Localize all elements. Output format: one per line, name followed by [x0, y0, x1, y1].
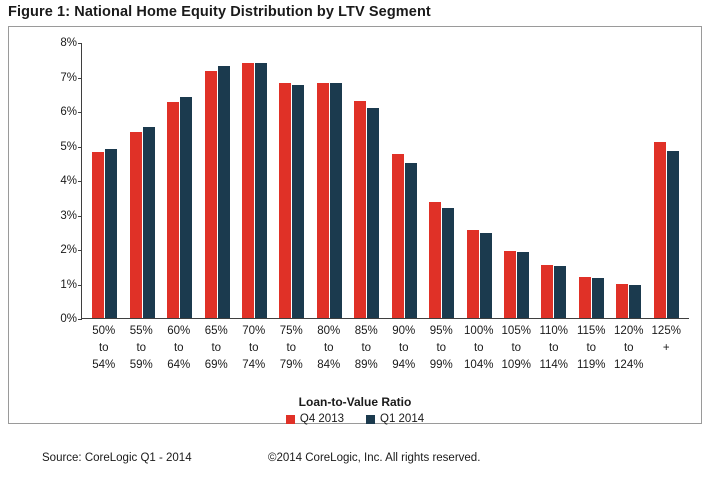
- bar[interactable]: [130, 132, 142, 318]
- x-axis-title: Loan-to-Value Ratio: [298, 395, 412, 409]
- bar[interactable]: [616, 284, 628, 319]
- bar[interactable]: [579, 277, 591, 318]
- bar-group: [198, 43, 235, 318]
- source-note: Source: CoreLogic Q1 - 2014: [42, 452, 192, 464]
- x-axis-tick-label: 65% to 69%: [204, 325, 228, 371]
- bar[interactable]: [654, 142, 666, 318]
- x-axis-tick-label: 60% to 64%: [167, 325, 191, 371]
- bar[interactable]: [205, 71, 217, 318]
- bar-group: [535, 43, 572, 318]
- bar[interactable]: [405, 163, 417, 318]
- x-axis-tick-label: 70% to 74%: [242, 325, 266, 371]
- bar[interactable]: [392, 154, 404, 318]
- x-axis-tick-label: 115% to 119%: [576, 325, 606, 371]
- bar[interactable]: [292, 85, 304, 318]
- chart-legend: [9, 413, 701, 425]
- copyright-note: ©2014 CoreLogic, Inc. All rights reserved.: [268, 452, 481, 464]
- bar-group: [273, 43, 310, 318]
- y-axis-tick-label: 0%: [60, 313, 77, 325]
- bar[interactable]: [541, 265, 553, 318]
- x-axis-tick-label: 125% +: [651, 325, 681, 354]
- bar[interactable]: [629, 285, 641, 318]
- bar[interactable]: [242, 63, 254, 318]
- legend-item: [286, 413, 344, 425]
- y-axis-tick-label: 8%: [60, 37, 77, 49]
- x-axis-tick-label: 95% to 99%: [429, 325, 453, 371]
- bar-group: [311, 43, 348, 318]
- y-axis-tick-label: 1%: [60, 278, 77, 291]
- x-axis-tick-label: 80% to 84%: [317, 325, 341, 371]
- bar[interactable]: [554, 266, 566, 318]
- bar[interactable]: [317, 83, 329, 318]
- x-axis-tick-labels: [81, 323, 689, 397]
- x-axis-tick-label: 50% to 54%: [92, 325, 116, 371]
- legend-swatch: [366, 415, 375, 424]
- bar[interactable]: [367, 108, 379, 318]
- x-axis-tick-label: 105% to 109%: [501, 325, 531, 371]
- bar[interactable]: [330, 83, 342, 318]
- bar-group: [161, 43, 198, 318]
- bar-group: [236, 43, 273, 318]
- chart-frame: [8, 26, 702, 424]
- bar-group: [423, 43, 460, 318]
- x-axis-tick-label: 75% to 79%: [279, 325, 303, 371]
- bar-group: [573, 43, 610, 318]
- bar[interactable]: [429, 202, 441, 318]
- legend-label: Q1 2014: [380, 413, 425, 425]
- bar[interactable]: [667, 151, 679, 318]
- bar-group: [460, 43, 497, 318]
- x-axis-tick-label: 85% to 89%: [354, 325, 378, 371]
- bar[interactable]: [105, 149, 117, 318]
- x-axis-tick-label: 55% to 59%: [129, 325, 153, 371]
- bar[interactable]: [467, 230, 479, 318]
- bar-group: [123, 43, 160, 318]
- bar-series-container: [82, 43, 689, 318]
- bar[interactable]: [480, 233, 492, 318]
- x-axis-tick-label: 110% to 114%: [539, 325, 569, 371]
- y-axis-tick-mark: [78, 319, 82, 320]
- bar-group: [86, 43, 123, 318]
- bar[interactable]: [143, 127, 155, 318]
- bar[interactable]: [279, 83, 291, 318]
- bar[interactable]: [218, 66, 230, 318]
- bar[interactable]: [592, 278, 604, 318]
- bar[interactable]: [517, 252, 529, 318]
- x-axis-tick-label: 90% to 94%: [392, 325, 416, 371]
- bar[interactable]: [167, 102, 179, 318]
- y-axis-tick-label: 2%: [60, 244, 77, 256]
- bar-group: [610, 43, 647, 318]
- bar[interactable]: [354, 101, 366, 318]
- page-title: Figure 1: National Home Equity Distribution by LTV Segment: [8, 4, 431, 20]
- bar[interactable]: [92, 152, 104, 318]
- legend-item: [366, 413, 424, 425]
- bar-group: [648, 43, 685, 318]
- plot-area: [60, 37, 689, 325]
- y-axis-tick-label: 5%: [60, 140, 77, 153]
- bar[interactable]: [442, 208, 454, 318]
- y-axis-tick-label: 7%: [60, 71, 77, 84]
- y-axis-tick-label: 3%: [60, 209, 77, 222]
- bar-group: [386, 43, 423, 318]
- x-axis-tick-label: 100% to 104%: [464, 325, 494, 371]
- bar-group: [348, 43, 385, 318]
- x-axis-tick-label: 120% to 124%: [614, 325, 644, 371]
- bar-group: [498, 43, 535, 318]
- legend-swatch: [286, 415, 295, 424]
- legend-label: Q4 2013: [299, 413, 344, 425]
- y-axis-tick-label: 6%: [60, 106, 77, 118]
- bar[interactable]: [255, 63, 267, 318]
- y-axis-tick-label: 4%: [60, 175, 77, 187]
- bar[interactable]: [504, 251, 516, 318]
- bar[interactable]: [180, 97, 192, 318]
